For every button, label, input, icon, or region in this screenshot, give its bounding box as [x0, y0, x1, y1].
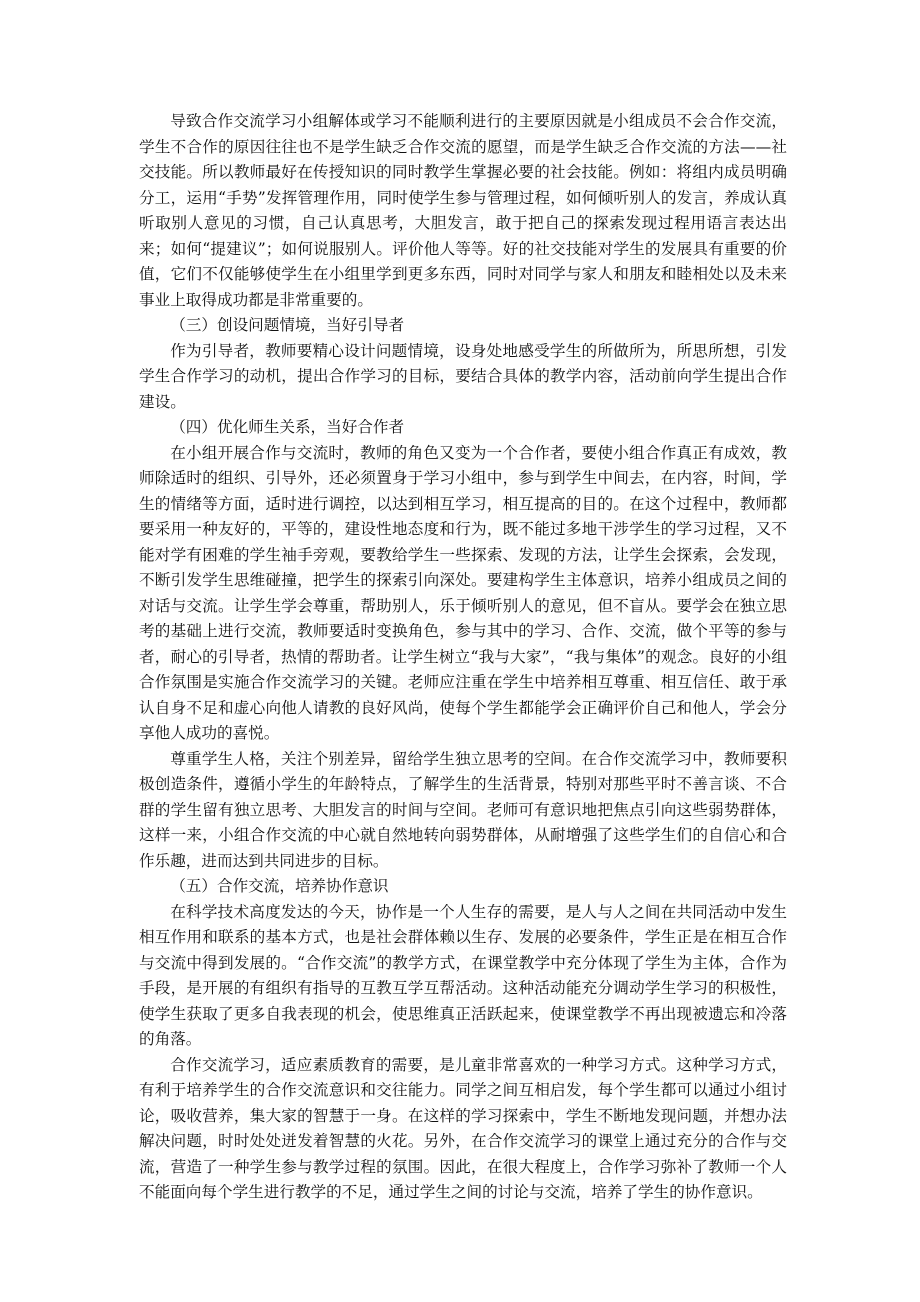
paragraph-cooperator: 在小组开展合作与交流时，教师的角色又变为一个合作者，要使小组合作真正有成效，教师除适时的组织、引导外，还必须置身于学习小组中，参与到学生中间去，在内容，时间，学生的情绪等方面，适时进行调控，以达到相互学习，相互提高的目的。在这个过程中，教师都要采用一种友好的，平等的，建设性地态度和行为，既不能过多地干涉学生的学习过程，又不能对学有困难的学生袖手旁观，要教给学生一些探索、发现的方法，让学生会探索，会发现，不断引发学生思维碰撞，把学生的探索引向深处。要建构学生主体意识，培养小组成员之间的对话与交流。让学生学会尊重，帮助别人，乐于倾听别人的意见，但不盲从。要学会在独立思考的基础上进行交流，教师要适时变换角色，参与其中的学习、合作、交流，做个平等的参与者，耐心的引导者，热情的帮助者。让学生树立“我与大家”，“我与集体”的观念。良好的小组合作氛围是实施合作交流学习的关键。老师应注重在学生中培养相互尊重、相互信任、敢于承认自身不足和虚心向他人请教的良好风尚，使每个学生都能学会正确评价自己和他人，学会分享他人成功的喜悦。 — [139, 443, 787, 742]
section-heading-4: （四）优化师生关系，当好合作者 — [170, 418, 405, 436]
section-heading-3: （三）创设问题情境，当好引导者 — [170, 316, 405, 334]
document-body — [139, 109, 787, 1206]
paragraph-guide: 作为引导者，教师要精心设计问题情境，设身处地感受学生的所做所为，所思所想，引发学生合作学习的动机，提出合作学习的目标，要结合具体的教学内容，活动前向学生提出合作建设。 — [139, 341, 787, 411]
paragraph-respect-students: 尊重学生人格，关注个别差异，留给学生独立思考的空间。在合作交流学习中，教师要积极创造条件，遵循小学生的年龄特点，了解学生的生活背景，特别对那些平时不善言谈、不合群的学生留有独立思考、大胆发言的时间与空间。老师可有意识地把焦点引向这些弱势群体，这样一来，小组合作交流的中心就自然地转向弱势群体，从耐增强了这些学生们的自信心和合作乐趣，进而达到共同进步的目标。 — [139, 749, 787, 870]
paragraph-cooperative-learning: 合作交流学习，适应素质教育的需要，是儿童非常喜欢的一种学习方式。这种学习方式，有利于培养学生的合作交流意识和交往能力。同学之间互相启发，每个学生都可以通过小组讨论，吸收营养，集大家的智慧于一身。在这样的学习探索中，学生不断地发现问题，并想办法解决问题，时时处处迸发着智慧的火花。另外，在合作交流学习的课堂上通过充分的合作与交流，营造了一种学生参与教学过程的氛围。因此，在很大程度上，合作学习弥补了教师一个人不能面向每个学生进行教学的不足，通过学生之间的讨论与交流，培养了学生的协作意识。 — [139, 1055, 787, 1201]
paragraph-social-skills: 导致合作交流学习小组解体或学习不能顺利进行的主要原因就是小组成员不会合作交流，学生不合作的原因往往也不是学生缺乏合作交流的愿望，而是学生缺乏合作交流的方法——社交技能。所以教师最好在传授知识的同时教学生掌握必要的社会技能。例如：将组内成员明确分工，运用“手势”发挥管理作用，同时使学生参与管理过程，如何倾听别人的发言，养成认真听取别人意见的习惯，自己认真思考，大胆发言，敢于把自己的探索发现过程用语言表达出来；如何“提建议”；如何说服别人。评价他人等等。好的社交技能对学生的发展具有重要的价值，它们不仅能够使学生在小组里学到更多东西，同时对同学与家人和朋友和睦相处以及未来事业上取得成功都是非常重要的。 — [139, 112, 787, 309]
section-heading-5: （五）合作交流，培养协作意识 — [170, 877, 389, 895]
paragraph-collaboration: 在科学技术高度发达的今天，协作是一个人生存的需要，是人与人之间在共同活动中发生相互作用和联系的基本方式，也是社会群体赖以生存、发展的必要条件，学生正是在相互合作与交流中得到发展的。“合作交流”的教学方式，在课堂教学中充分体现了学生为主体，合作为手段，是开展的有组织有指导的互教互学互帮活动。这种活动能充分调动学生学习的积极性，使学生获取了更多自我表现的机会，使思维真正活跃起来，使课堂教学不再出现被遗忘和冷落的角落。 — [139, 902, 787, 1048]
